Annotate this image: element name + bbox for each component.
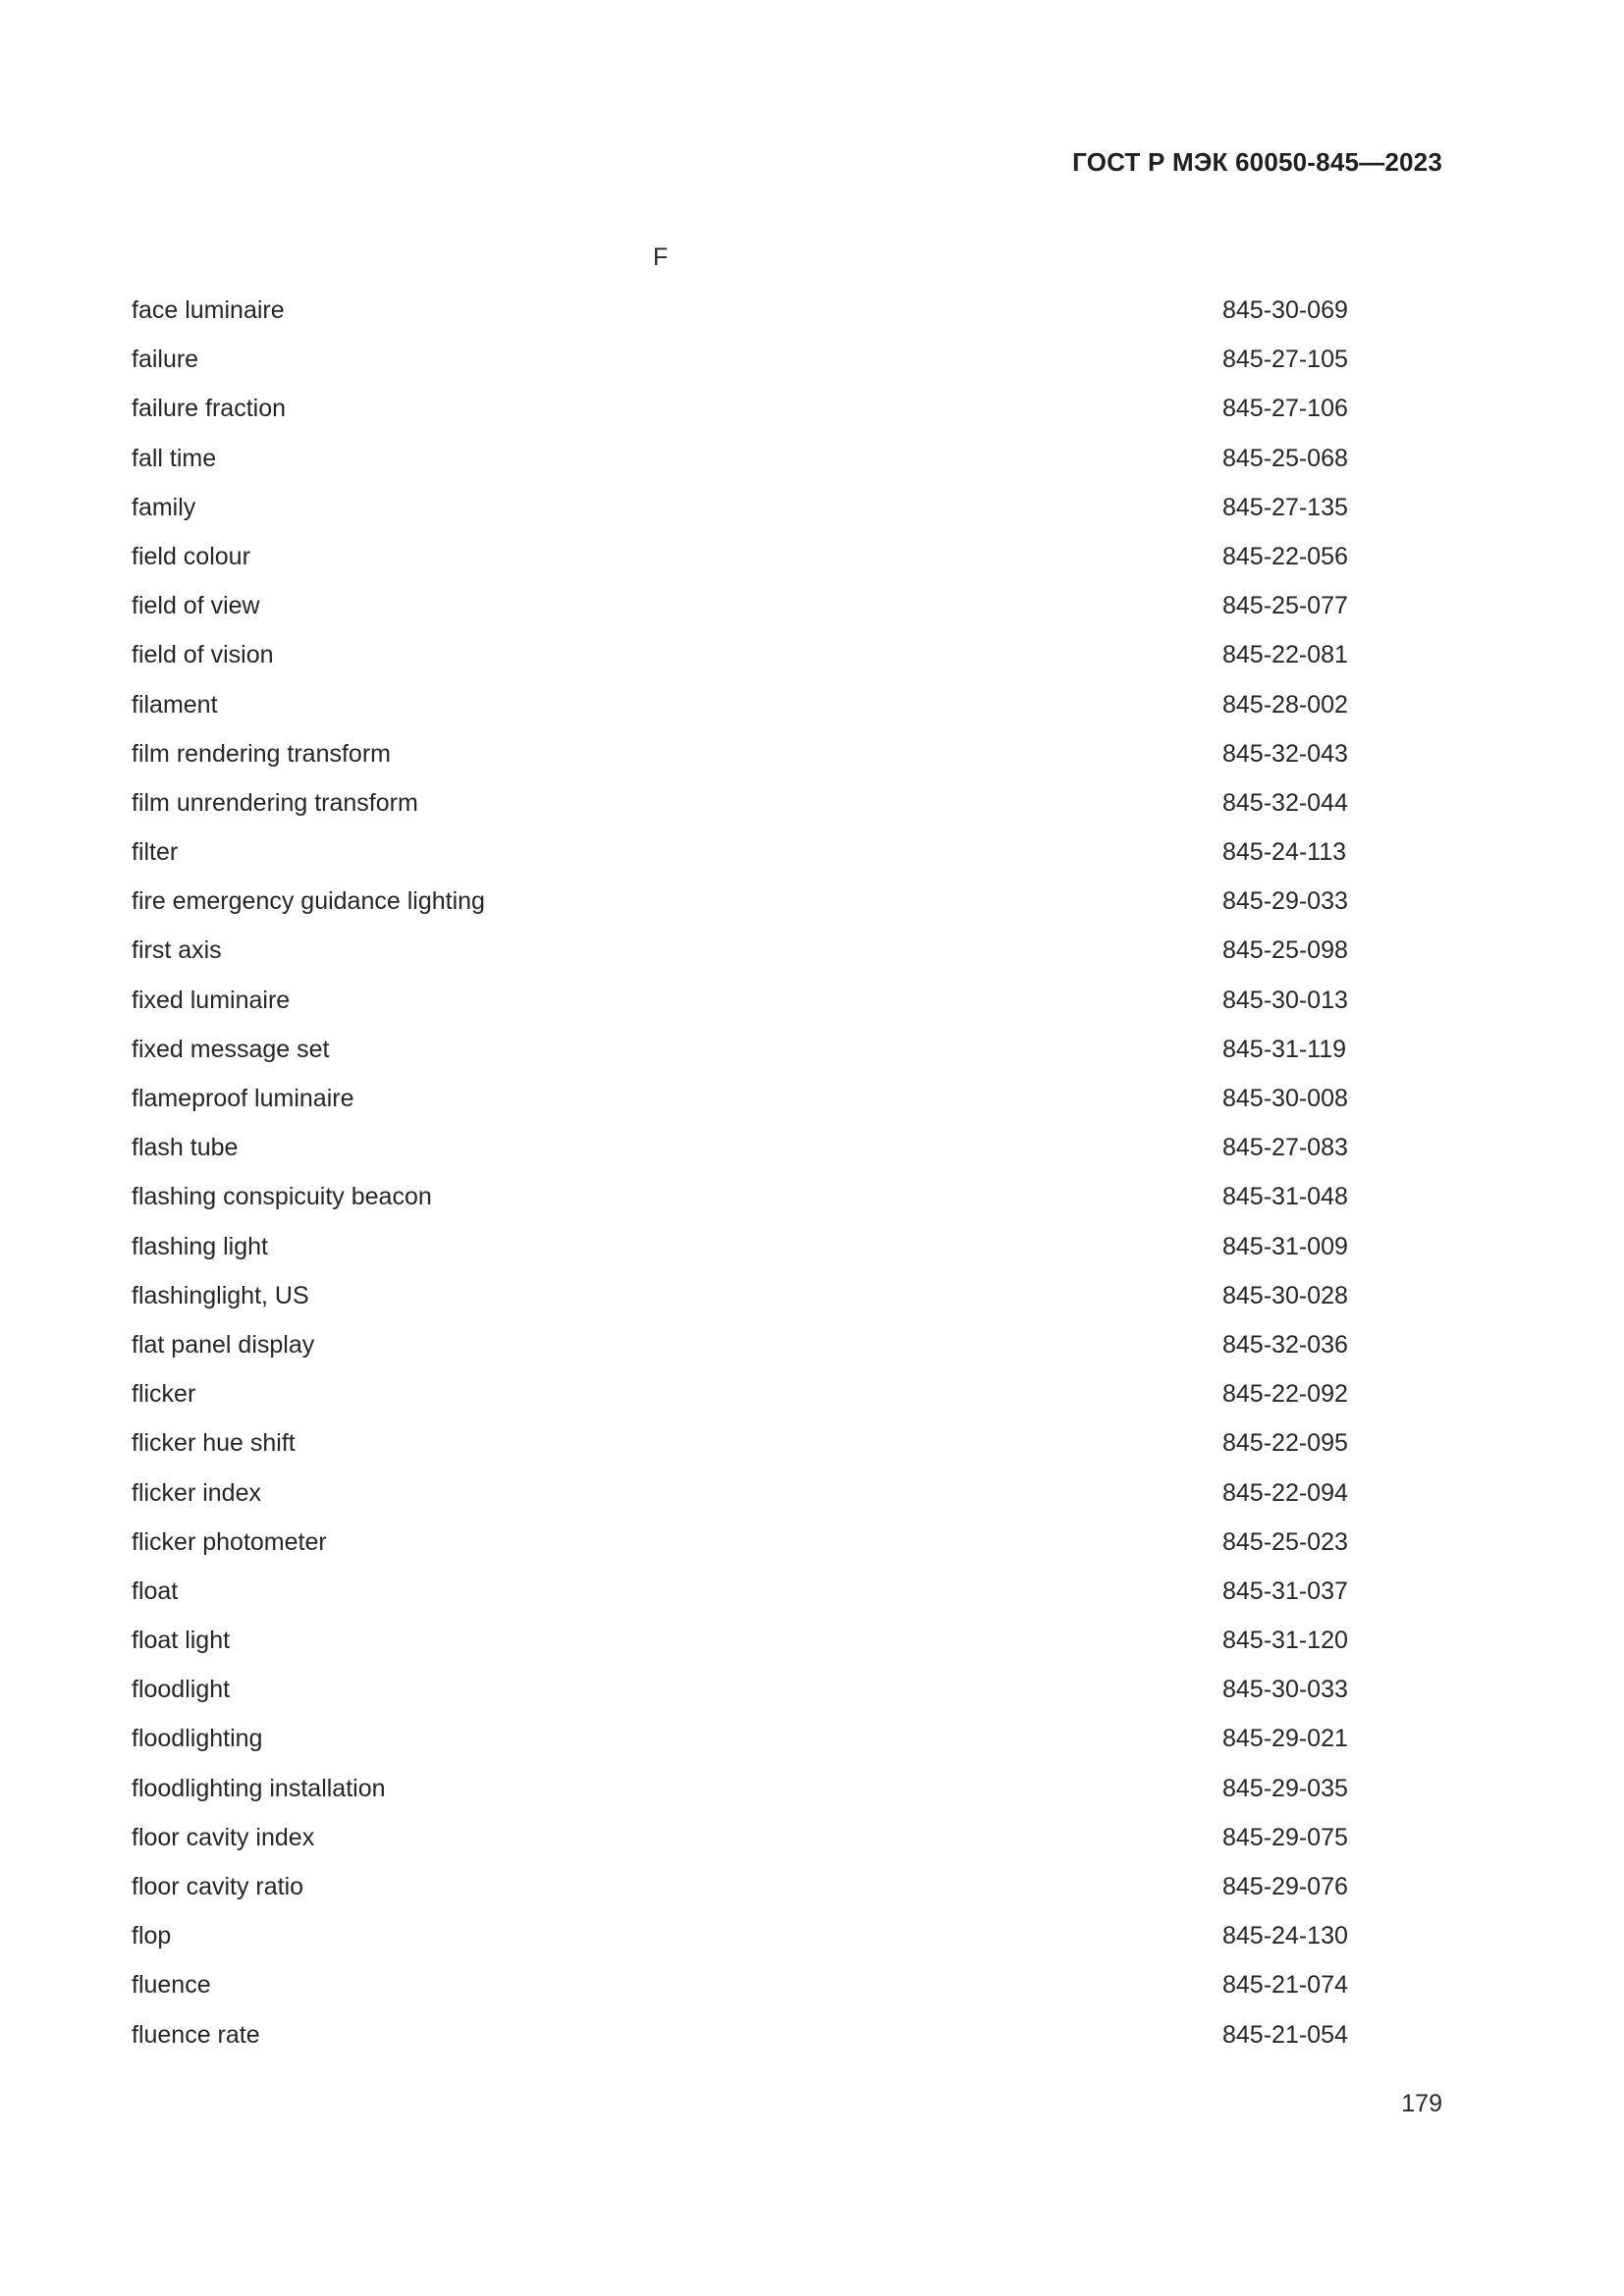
index-code: 845-25-068 xyxy=(1222,444,1348,472)
index-entry xyxy=(132,1665,1359,1714)
index-term: flash tube xyxy=(132,1134,239,1162)
index-entry xyxy=(132,1911,1359,1960)
index-code: 845-29-076 xyxy=(1222,1873,1348,1900)
index-code: 845-32-036 xyxy=(1222,1330,1348,1359)
index-code: 845-30-008 xyxy=(1222,1085,1348,1112)
term-index-list xyxy=(132,286,1359,2059)
index-code: 845-32-044 xyxy=(1222,788,1348,817)
index-entry xyxy=(132,630,1359,679)
index-entry xyxy=(132,434,1359,483)
index-entry xyxy=(132,1320,1359,1369)
index-term: flashing conspicuity beacon xyxy=(132,1183,432,1211)
index-term: fixed luminaire xyxy=(132,986,291,1014)
index-entry xyxy=(132,1862,1359,1911)
index-term: flop xyxy=(132,1922,172,1950)
index-code: 845-30-033 xyxy=(1222,1676,1348,1704)
index-term: fluence xyxy=(132,1971,211,2000)
index-entry xyxy=(132,581,1359,630)
index-term: field of view xyxy=(132,592,260,620)
index-entry xyxy=(132,1271,1359,1320)
index-entry xyxy=(132,926,1359,975)
index-code: 845-30-069 xyxy=(1222,296,1348,324)
index-entry xyxy=(132,1418,1359,1468)
index-entry xyxy=(132,1813,1359,1862)
index-code: 845-29-021 xyxy=(1222,1725,1348,1753)
index-entry xyxy=(132,384,1359,433)
index-code: 845-22-056 xyxy=(1222,542,1348,570)
index-code: 845-25-098 xyxy=(1222,936,1348,965)
index-term: failure xyxy=(132,346,199,374)
index-code: 845-22-095 xyxy=(1222,1429,1348,1458)
index-code: 845-22-094 xyxy=(1222,1478,1348,1507)
index-entry xyxy=(132,778,1359,828)
index-term: flicker photometer xyxy=(132,1527,327,1556)
index-code: 845-21-054 xyxy=(1222,2020,1348,2049)
index-entry xyxy=(132,1222,1359,1271)
index-entry xyxy=(132,976,1359,1025)
index-term: flat panel display xyxy=(132,1330,315,1359)
index-term: field colour xyxy=(132,542,250,570)
index-term: flameproof luminaire xyxy=(132,1085,354,1112)
index-code: 845-27-105 xyxy=(1222,346,1348,374)
index-term: film unrendering transform xyxy=(132,788,418,817)
index-term: fixed message set xyxy=(132,1035,330,1063)
index-term: field of vision xyxy=(132,641,274,669)
index-code: 845-27-106 xyxy=(1222,395,1348,423)
index-code: 845-29-035 xyxy=(1222,1774,1348,1802)
index-entry xyxy=(132,483,1359,532)
index-code: 845-29-033 xyxy=(1222,887,1348,916)
index-code: 845-24-113 xyxy=(1222,838,1347,867)
index-code: 845-30-028 xyxy=(1222,1281,1348,1309)
index-term: face luminaire xyxy=(132,296,285,324)
index-code: 845-29-075 xyxy=(1222,1823,1348,1851)
index-code: 845-21-074 xyxy=(1222,1971,1348,2000)
page-number: 179 xyxy=(1401,2090,1442,2117)
index-code: 845-31-120 xyxy=(1222,1627,1348,1655)
index-code: 845-31-009 xyxy=(1222,1232,1348,1260)
index-term: film rendering transform xyxy=(132,739,391,768)
index-code: 845-27-135 xyxy=(1222,493,1348,521)
index-code: 845-22-092 xyxy=(1222,1380,1348,1409)
index-entry xyxy=(132,335,1359,384)
index-term: floodlighting installation xyxy=(132,1774,386,1802)
index-term: floor cavity index xyxy=(132,1823,315,1851)
index-code: 845-27-083 xyxy=(1222,1134,1348,1162)
index-term: first axis xyxy=(132,936,222,965)
section-letter-heading: F xyxy=(653,243,669,271)
index-entry xyxy=(132,2010,1359,2059)
index-term: flicker xyxy=(132,1380,196,1409)
index-term: floodlight xyxy=(132,1676,231,1704)
index-entry xyxy=(132,1960,1359,2009)
index-term: flicker index xyxy=(132,1478,261,1507)
index-term: family xyxy=(132,493,196,521)
index-term: flicker hue shift xyxy=(132,1429,296,1458)
index-entry xyxy=(132,1764,1359,1813)
index-code: 845-32-043 xyxy=(1222,739,1348,768)
index-entry xyxy=(132,1518,1359,1567)
index-term: fall time xyxy=(132,444,217,472)
index-entry xyxy=(132,828,1359,877)
index-term: filament xyxy=(132,690,218,719)
index-term: flashing light xyxy=(132,1232,268,1260)
index-code: 845-28-002 xyxy=(1222,690,1348,719)
index-entry xyxy=(132,1074,1359,1123)
index-entry xyxy=(132,1025,1359,1074)
document-header: ГОСТ Р МЭК 60050-845—2023 xyxy=(1072,147,1442,177)
index-entry xyxy=(132,1714,1359,1763)
index-entry xyxy=(132,1123,1359,1172)
index-term: failure fraction xyxy=(132,395,287,423)
index-entry xyxy=(132,680,1359,729)
index-code: 845-31-119 xyxy=(1222,1035,1347,1063)
index-entry xyxy=(132,729,1359,778)
index-code: 845-22-081 xyxy=(1222,641,1348,669)
index-entry xyxy=(132,1468,1359,1518)
index-term: fire emergency guidance lighting xyxy=(132,887,485,916)
index-entry xyxy=(132,1172,1359,1221)
index-term: fluence rate xyxy=(132,2020,260,2049)
index-code: 845-31-037 xyxy=(1222,1576,1348,1605)
index-entry xyxy=(132,286,1359,335)
index-term: float light xyxy=(132,1627,231,1655)
index-entry xyxy=(132,532,1359,581)
index-code: 845-31-048 xyxy=(1222,1183,1348,1211)
index-entry xyxy=(132,877,1359,926)
index-term: filter xyxy=(132,838,179,867)
index-term: float xyxy=(132,1576,179,1605)
index-entry xyxy=(132,1616,1359,1665)
index-entry xyxy=(132,1369,1359,1418)
index-term: flashinglight, US xyxy=(132,1281,309,1309)
index-term: floodlighting xyxy=(132,1725,263,1753)
index-code: 845-24-130 xyxy=(1222,1922,1348,1950)
index-code: 845-30-013 xyxy=(1222,986,1348,1014)
index-code: 845-25-077 xyxy=(1222,592,1348,620)
index-code: 845-25-023 xyxy=(1222,1527,1348,1556)
index-term: floor cavity ratio xyxy=(132,1873,304,1900)
index-entry xyxy=(132,1567,1359,1616)
